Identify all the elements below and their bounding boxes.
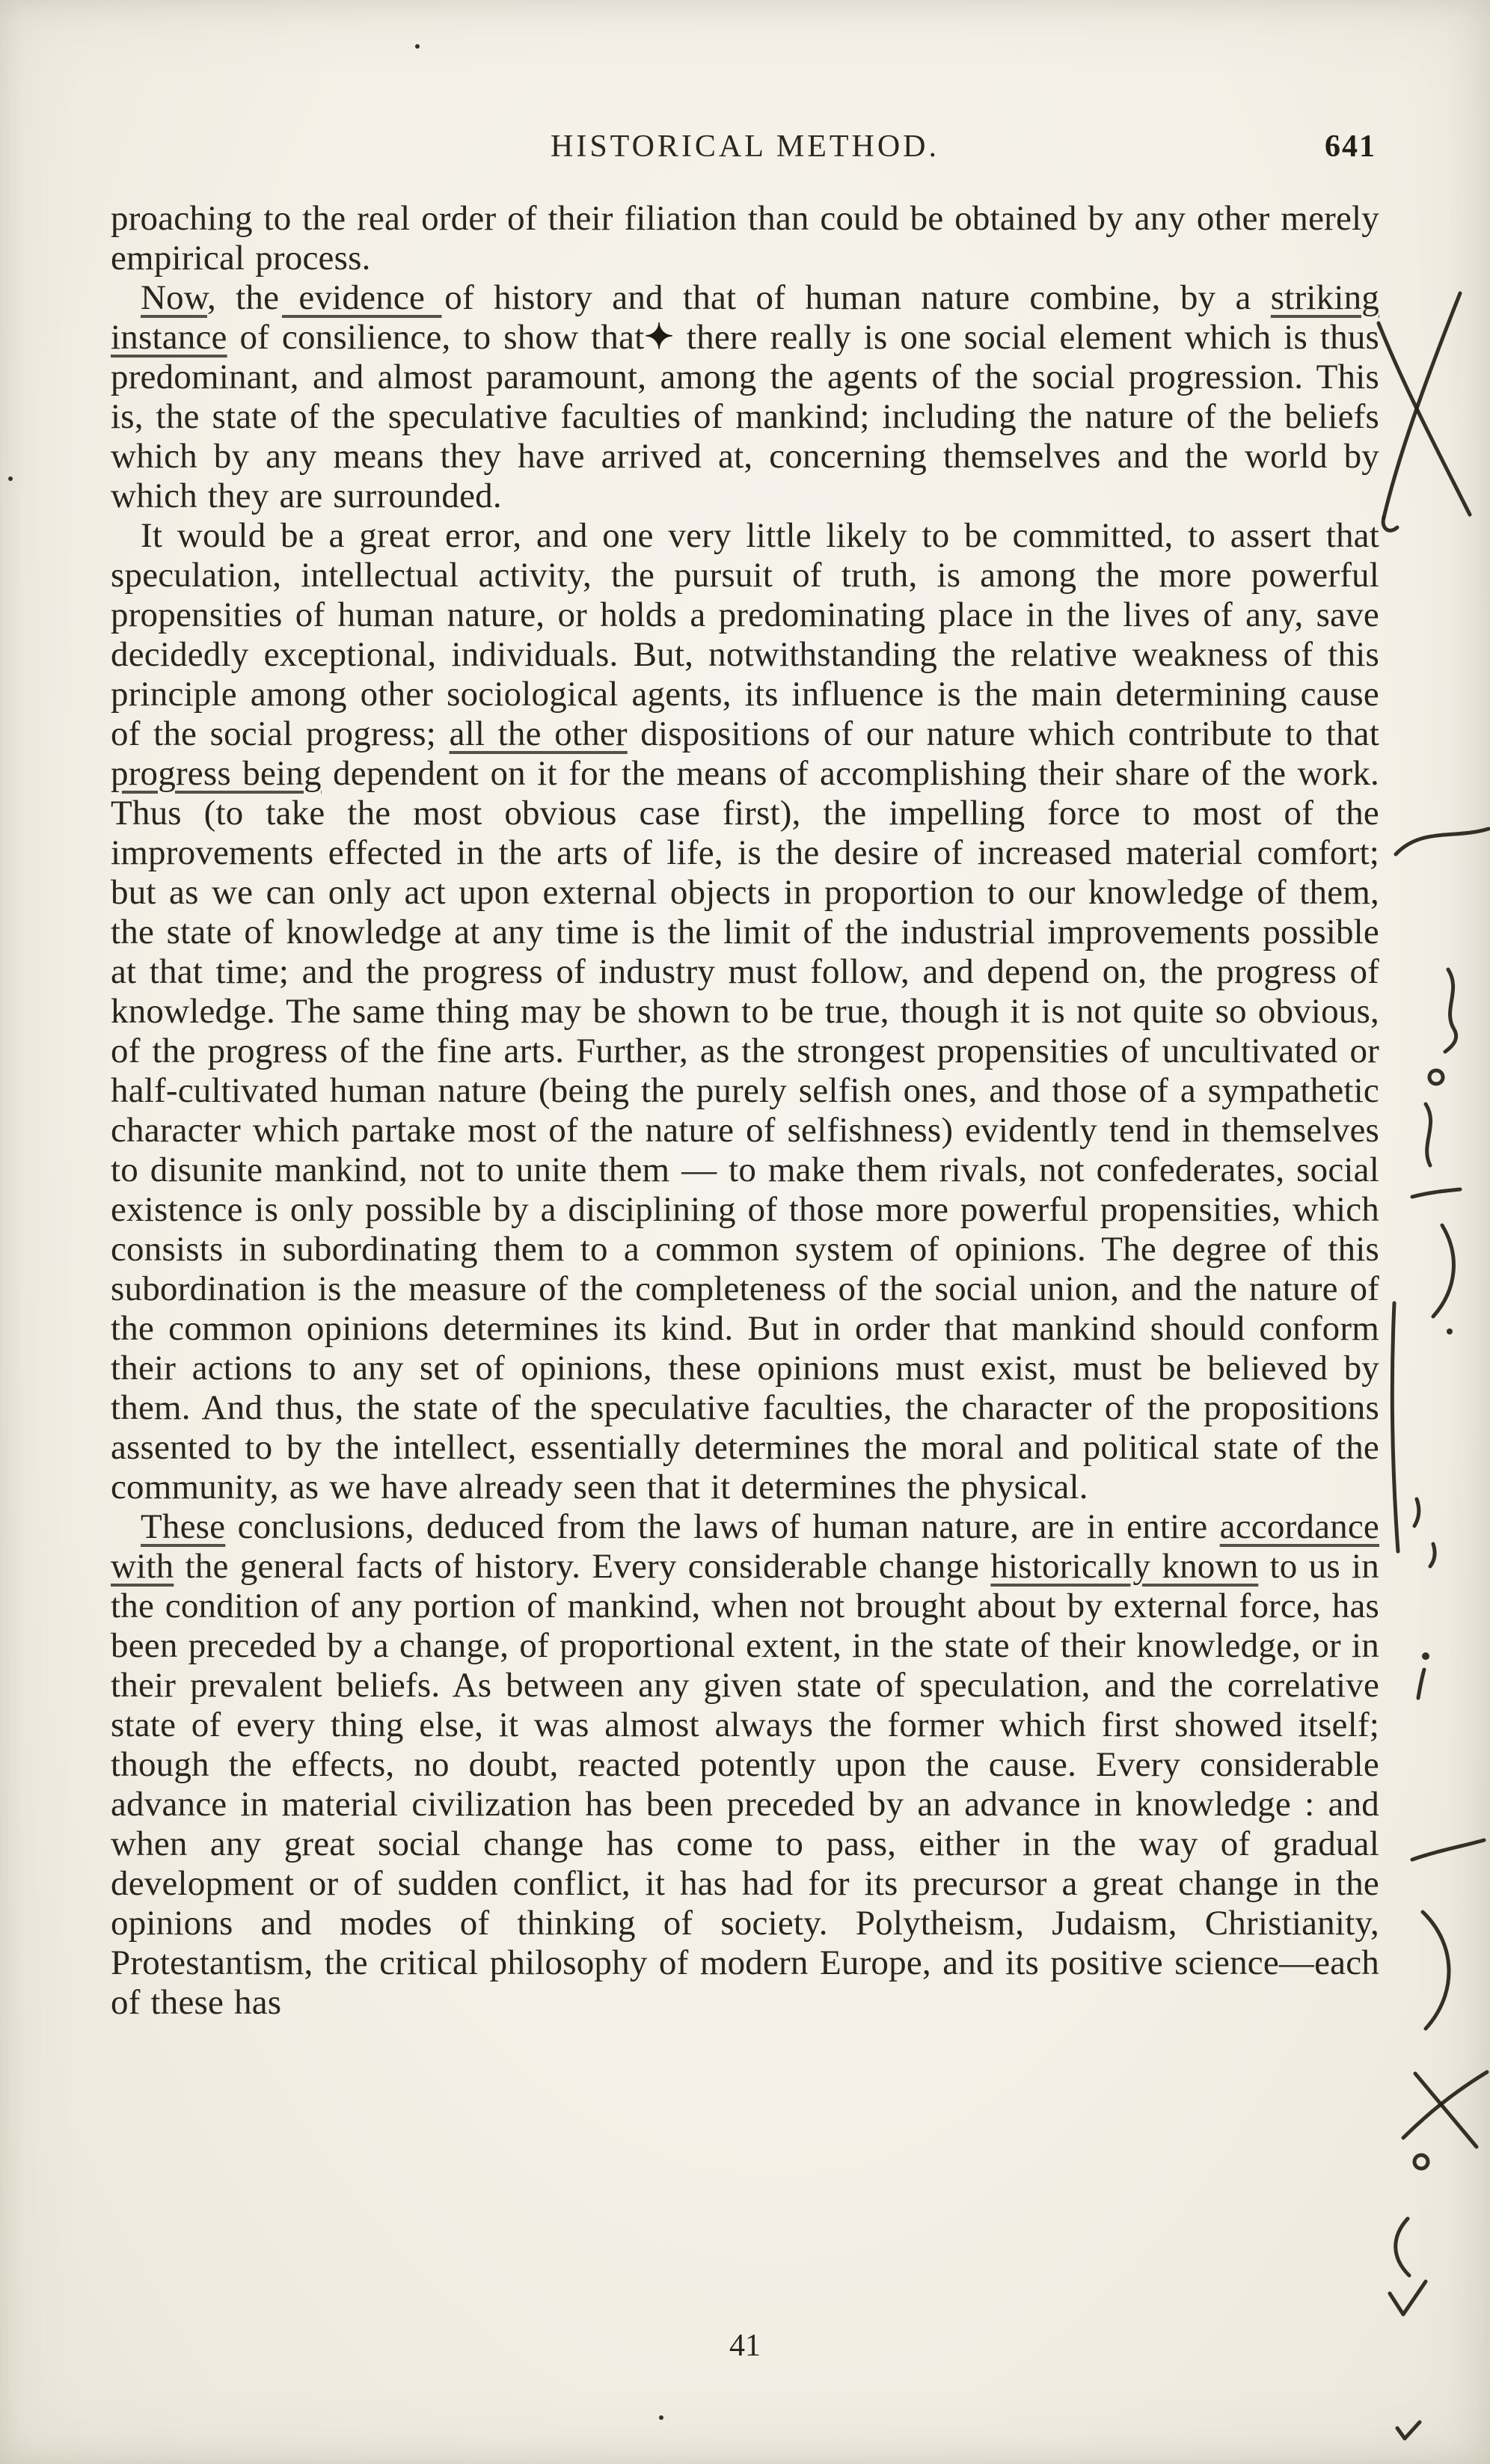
text-run: conclusions, deduced from the laws of human nature, are in entire <box>225 1507 1220 1546</box>
paragraph <box>111 1507 1379 2023</box>
x-mark-stroke <box>1384 293 1460 518</box>
script-stroke <box>1445 969 1456 1052</box>
dash-stroke <box>1412 1840 1484 1860</box>
script-loop <box>1429 1070 1443 1084</box>
paren-stroke <box>1423 1912 1449 2029</box>
paragraph <box>111 199 1379 278</box>
script-dot <box>1447 1328 1453 1334</box>
running-title: HISTORICAL METHOD. <box>551 129 939 164</box>
text-run: proaching to the real order of their filiation than could be obtained by any other merely empirical process. <box>111 199 1379 278</box>
marked-text-underline: all the other <box>449 714 628 753</box>
handwritten-margin-script <box>1412 969 1460 1334</box>
swash-stroke <box>1396 829 1489 854</box>
flourish-loop <box>1414 2155 1428 2169</box>
vertical-line-stroke <box>1392 1303 1398 1551</box>
handwritten-i-mark <box>1418 1652 1429 1698</box>
signature-number: 41 <box>729 2329 761 2363</box>
speck <box>8 476 13 481</box>
handwritten-x-mark <box>1379 293 1470 530</box>
speck <box>415 44 420 49</box>
tick-stroke <box>1430 1544 1435 1566</box>
text-run: dependent on it for the means of accomplishing their share of the work. Thus (to take the most obvious case first), the impelling force to most of the improvements effected in the arts of life, is the desire of increased material comfort; but as we can only act upon external objects in proportion to our knowledge of them, the state of knowledge at any time is the limit of the industrial improvements possible at that time; and the progress of industry must follow, and depend on, the progress of knowledge. The same thing may be shown to be true, though it is not quite so obvious, of the progress of the fine arts. Further, as the strongest propensities of uncultivated or half-cultivated human nature (being the purely selfish ones, and those of a sympathetic character which partake most of the nature of selfishness) evidently tend in themselves to disunite mankind, not to unite them — to make them rivals, not confederates, social existence is only possible by a disciplining of those more powerful propensities, which consists in subordinating them to a common system of opinions. The degree of this subordination is the measure of the completeness of the social union, and the nature of the common opinions determines its kind. But in order that mankind should conform their actions to any set of opinions, these opinions must exist, must be believed by them. And thus, the state of the speculative faculties, the character of the propositions assented to by the intellect, essentially determines the moral and political state of the community, as we have already seen that it determines the physical. <box>111 754 1379 1507</box>
marked-text-underline: These <box>141 1507 226 1546</box>
script-dash <box>1412 1189 1460 1197</box>
i-dot <box>1422 1652 1429 1660</box>
check-stroke <box>1390 2281 1426 2314</box>
bottom-check-stroke <box>1397 2422 1420 2439</box>
marked-text-overline: consilience <box>281 318 442 357</box>
page-footer <box>111 2328 1379 2364</box>
page-number: 641 <box>1325 129 1376 164</box>
text-run: there really is one social element which is thus predominant, and almost paramount, among the agents of the social progression. This is, the state of the speculative faculties of mankind; including the nature of the beliefs which by any means they have arrived at, concerning themselves and the world by which they are surrounded. <box>111 318 1380 515</box>
handwritten-brace <box>1396 2219 1409 2275</box>
text-run: dispositions of our nature which contribute to that <box>627 714 1379 753</box>
text-run: It would be a great error, and one very little likely to be committed, to assert that speculation, intellectual activity, the pursuit of truth, is among the more powerful propensities of human nature, or holds a predominating place in the lives of any, save decidedly exceptional, individuals. But, notwithstanding the relative weakness of this principle among other sociological agents, its influence is the main determining cause of the social progress; <box>111 516 1379 753</box>
marked-text-underline: Now <box>141 278 207 317</box>
handwritten-tick-marks <box>1414 1499 1435 1566</box>
flourish-stroke <box>1415 2074 1477 2147</box>
marked-text-underline: accordance with <box>111 1507 1379 1586</box>
handwritten-flourish <box>1403 2072 1487 2169</box>
paragraph <box>111 516 1379 1507</box>
text-run: , to show that <box>441 318 645 357</box>
flourish-stroke <box>1403 2072 1487 2138</box>
text-run: of <box>227 318 282 357</box>
script-stroke <box>1426 1104 1431 1165</box>
paragraph <box>111 278 1379 516</box>
handwritten-bottom-check <box>1397 2422 1420 2439</box>
marked-text-underline: historically known <box>990 1547 1259 1586</box>
x-mark-stroke <box>1379 323 1470 515</box>
text-run: the general facts of history. Every considerable change <box>174 1547 991 1586</box>
marked-text-pen: ✦ <box>644 318 674 357</box>
handwritten-check <box>1390 2281 1426 2314</box>
marked-text-underline: progress being <box>111 754 322 793</box>
text-run: to us in the condition of any portion of mankind, when not brought about by external force, has been preceded by a change, of proportional extent, in the state of their knowledge, or in their prevalent beliefs. As between any given state of speculation, and the correlative state of every thing else, it was almost always the former which first showed itself; though the effects, no doubt, reacted potently upon the cause. Every considerable advance in material civilization has been preceded by an advance in knowledge : and when any great social change has come to pass, either in the way of gradual development or of sudden conflict, it has had for its precursor a great change in the opinions and modes of thinking of society. Polytheism, Judaism, Christianity, Protestantism, the critical philosophy of modern Europe, and its positive science—each of these has <box>111 1547 1380 2022</box>
page-header <box>111 129 1379 172</box>
marked-text-underline: striking instance <box>111 278 1379 357</box>
brace-stroke <box>1396 2219 1409 2275</box>
i-stem <box>1418 1670 1424 1698</box>
script-curve <box>1433 1225 1453 1317</box>
handwritten-swash <box>1396 829 1489 854</box>
x-mark-tail <box>1383 518 1397 530</box>
handwritten-paren <box>1423 1912 1449 2029</box>
handwritten-dash <box>1412 1840 1484 1860</box>
text-run: , the evidence of history and that of human nature combine, by a <box>206 278 1271 317</box>
speck <box>659 2415 663 2420</box>
text-block <box>111 199 1379 2023</box>
tick-stroke <box>1414 1499 1419 1526</box>
handwritten-vertical-line <box>1392 1303 1398 1551</box>
